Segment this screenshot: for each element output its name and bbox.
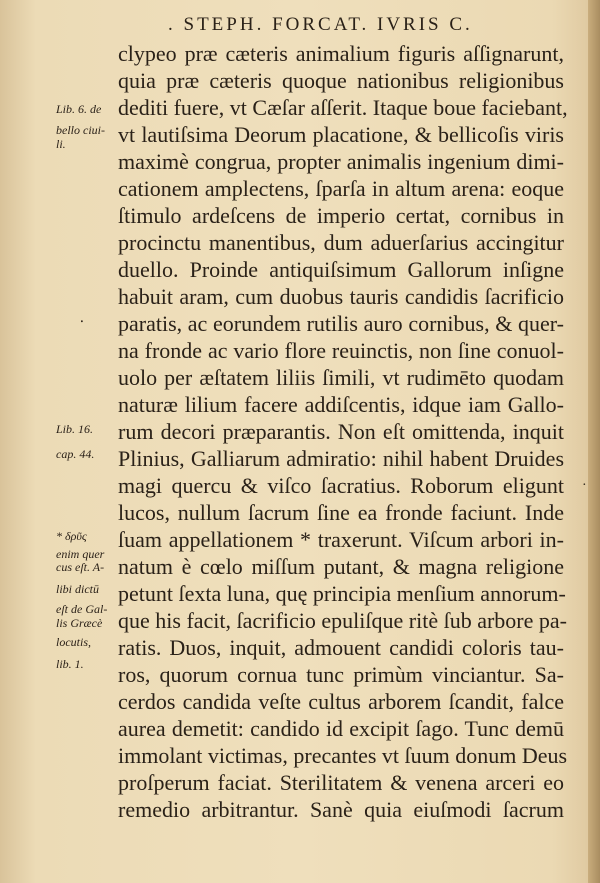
- margin-note: cus eſt. A-: [56, 560, 105, 574]
- margin-note: libi dictū: [56, 582, 99, 596]
- text-line: lucos, nullum ſacrum ſine ea fronde faciunt. Inde: [118, 500, 564, 525]
- text-line: vt lautiſsima Deorum placatione, & bellicoſis viris: [118, 122, 564, 147]
- margin-note: bello ciui-: [56, 123, 105, 137]
- ink-speck: ·: [582, 478, 587, 493]
- text-line: immolant victimas, precantes vt ſuum donum Deus: [118, 743, 568, 768]
- text-line: ſtimulo ardeſcens de imperio certat, cornibus in: [118, 203, 564, 228]
- text-line: remedio arbitrantur. Sanè quia eiuſmodi ſacrum: [118, 797, 564, 822]
- margin-note: Lib. 6. de: [56, 102, 102, 116]
- text-line: naturæ lilium facere addiſcentis, idque iam Gallo-: [118, 392, 564, 417]
- text-line: cationem amplectens, ſparſa in altum arena: eoque: [118, 176, 564, 201]
- text-line: ſuam appellationem * traxerunt. Viſcum arbori in-: [118, 527, 564, 552]
- text-line: cerdos candida veſte cultus arborem ſcandit, falce: [118, 689, 564, 714]
- margin-note: enim quer: [56, 547, 105, 561]
- running-title: . STEPH. FORCAT. IVRIS C.: [168, 14, 473, 35]
- margin-note: lis Græcè: [56, 616, 103, 630]
- margin-note: locutis,: [56, 635, 91, 649]
- text-line: magi quercu & viſco ſacratius. Roborum eligunt: [118, 473, 564, 498]
- text-line: paratis, ac eorundem rutilis auro cornibus, & quer-: [118, 311, 564, 336]
- text-line: habuit aram, cum duobus tauris candidis ſacrificio: [118, 284, 564, 309]
- text-line: natum è cœlo miſſum putant, & magna religione: [118, 554, 564, 579]
- text-line: dediti fuere, vt Cæſar aſſerit. Itaque boue faciebant,: [118, 95, 568, 120]
- text-line: duello. Proinde antiquiſsimum Gallorum inſigne: [118, 257, 564, 282]
- page-edge: [588, 0, 600, 883]
- text-line: maximè congrua, propter animalis ingenium dimi-: [118, 149, 564, 174]
- margin-note: Lib. 16.: [56, 422, 94, 436]
- margin-note: * δρῦς: [56, 529, 87, 543]
- margin-note: cap. 44.: [56, 447, 95, 461]
- ink-speck: ⸱: [80, 315, 84, 330]
- text-line: rum decori præparantis. Non eſt omittenda, inquit: [118, 419, 564, 444]
- text-line: ros, quorum cornua tunc primùm vinciantur. Sa-: [118, 662, 564, 687]
- text-line: quia præ cæteris quoque nationibus religionibus: [118, 68, 564, 93]
- text-line: procinctu manentibus, dum aduerſarius accingitur: [118, 230, 564, 255]
- text-line: Plinius, Galliarum admiratio: nihil habent Druides: [118, 446, 564, 471]
- text-line: que his facit, ſacrificio epuliſque ritè ſub arbore pa-: [118, 608, 567, 633]
- text-line: aurea demetit: candido id excipit ſago. Tunc demū: [118, 716, 564, 741]
- text-line: proſperum faciat. Sterilitatem & venena arceri eo: [118, 770, 564, 795]
- margin-note: eſt de Gal-: [56, 602, 108, 616]
- text-line: na fronde ac vario flore reuinctis, non ſine conuol-: [118, 338, 564, 363]
- text-line: ratis. Duos, inquit, admouent candidi coloris tau-: [118, 635, 564, 660]
- running-header: [0, 14, 600, 38]
- text-line: clypeo præ cæteris animalium figuris aſſignarunt,: [118, 41, 564, 66]
- text-line: uolo per æſtatem liliis ſimili, vt rudimēto quodam: [118, 365, 564, 390]
- margin-note: li.: [56, 137, 66, 151]
- margin-note: lib. 1.: [56, 657, 84, 671]
- text-line: petunt ſexta luna, quę principia menſium annorum-: [118, 581, 566, 606]
